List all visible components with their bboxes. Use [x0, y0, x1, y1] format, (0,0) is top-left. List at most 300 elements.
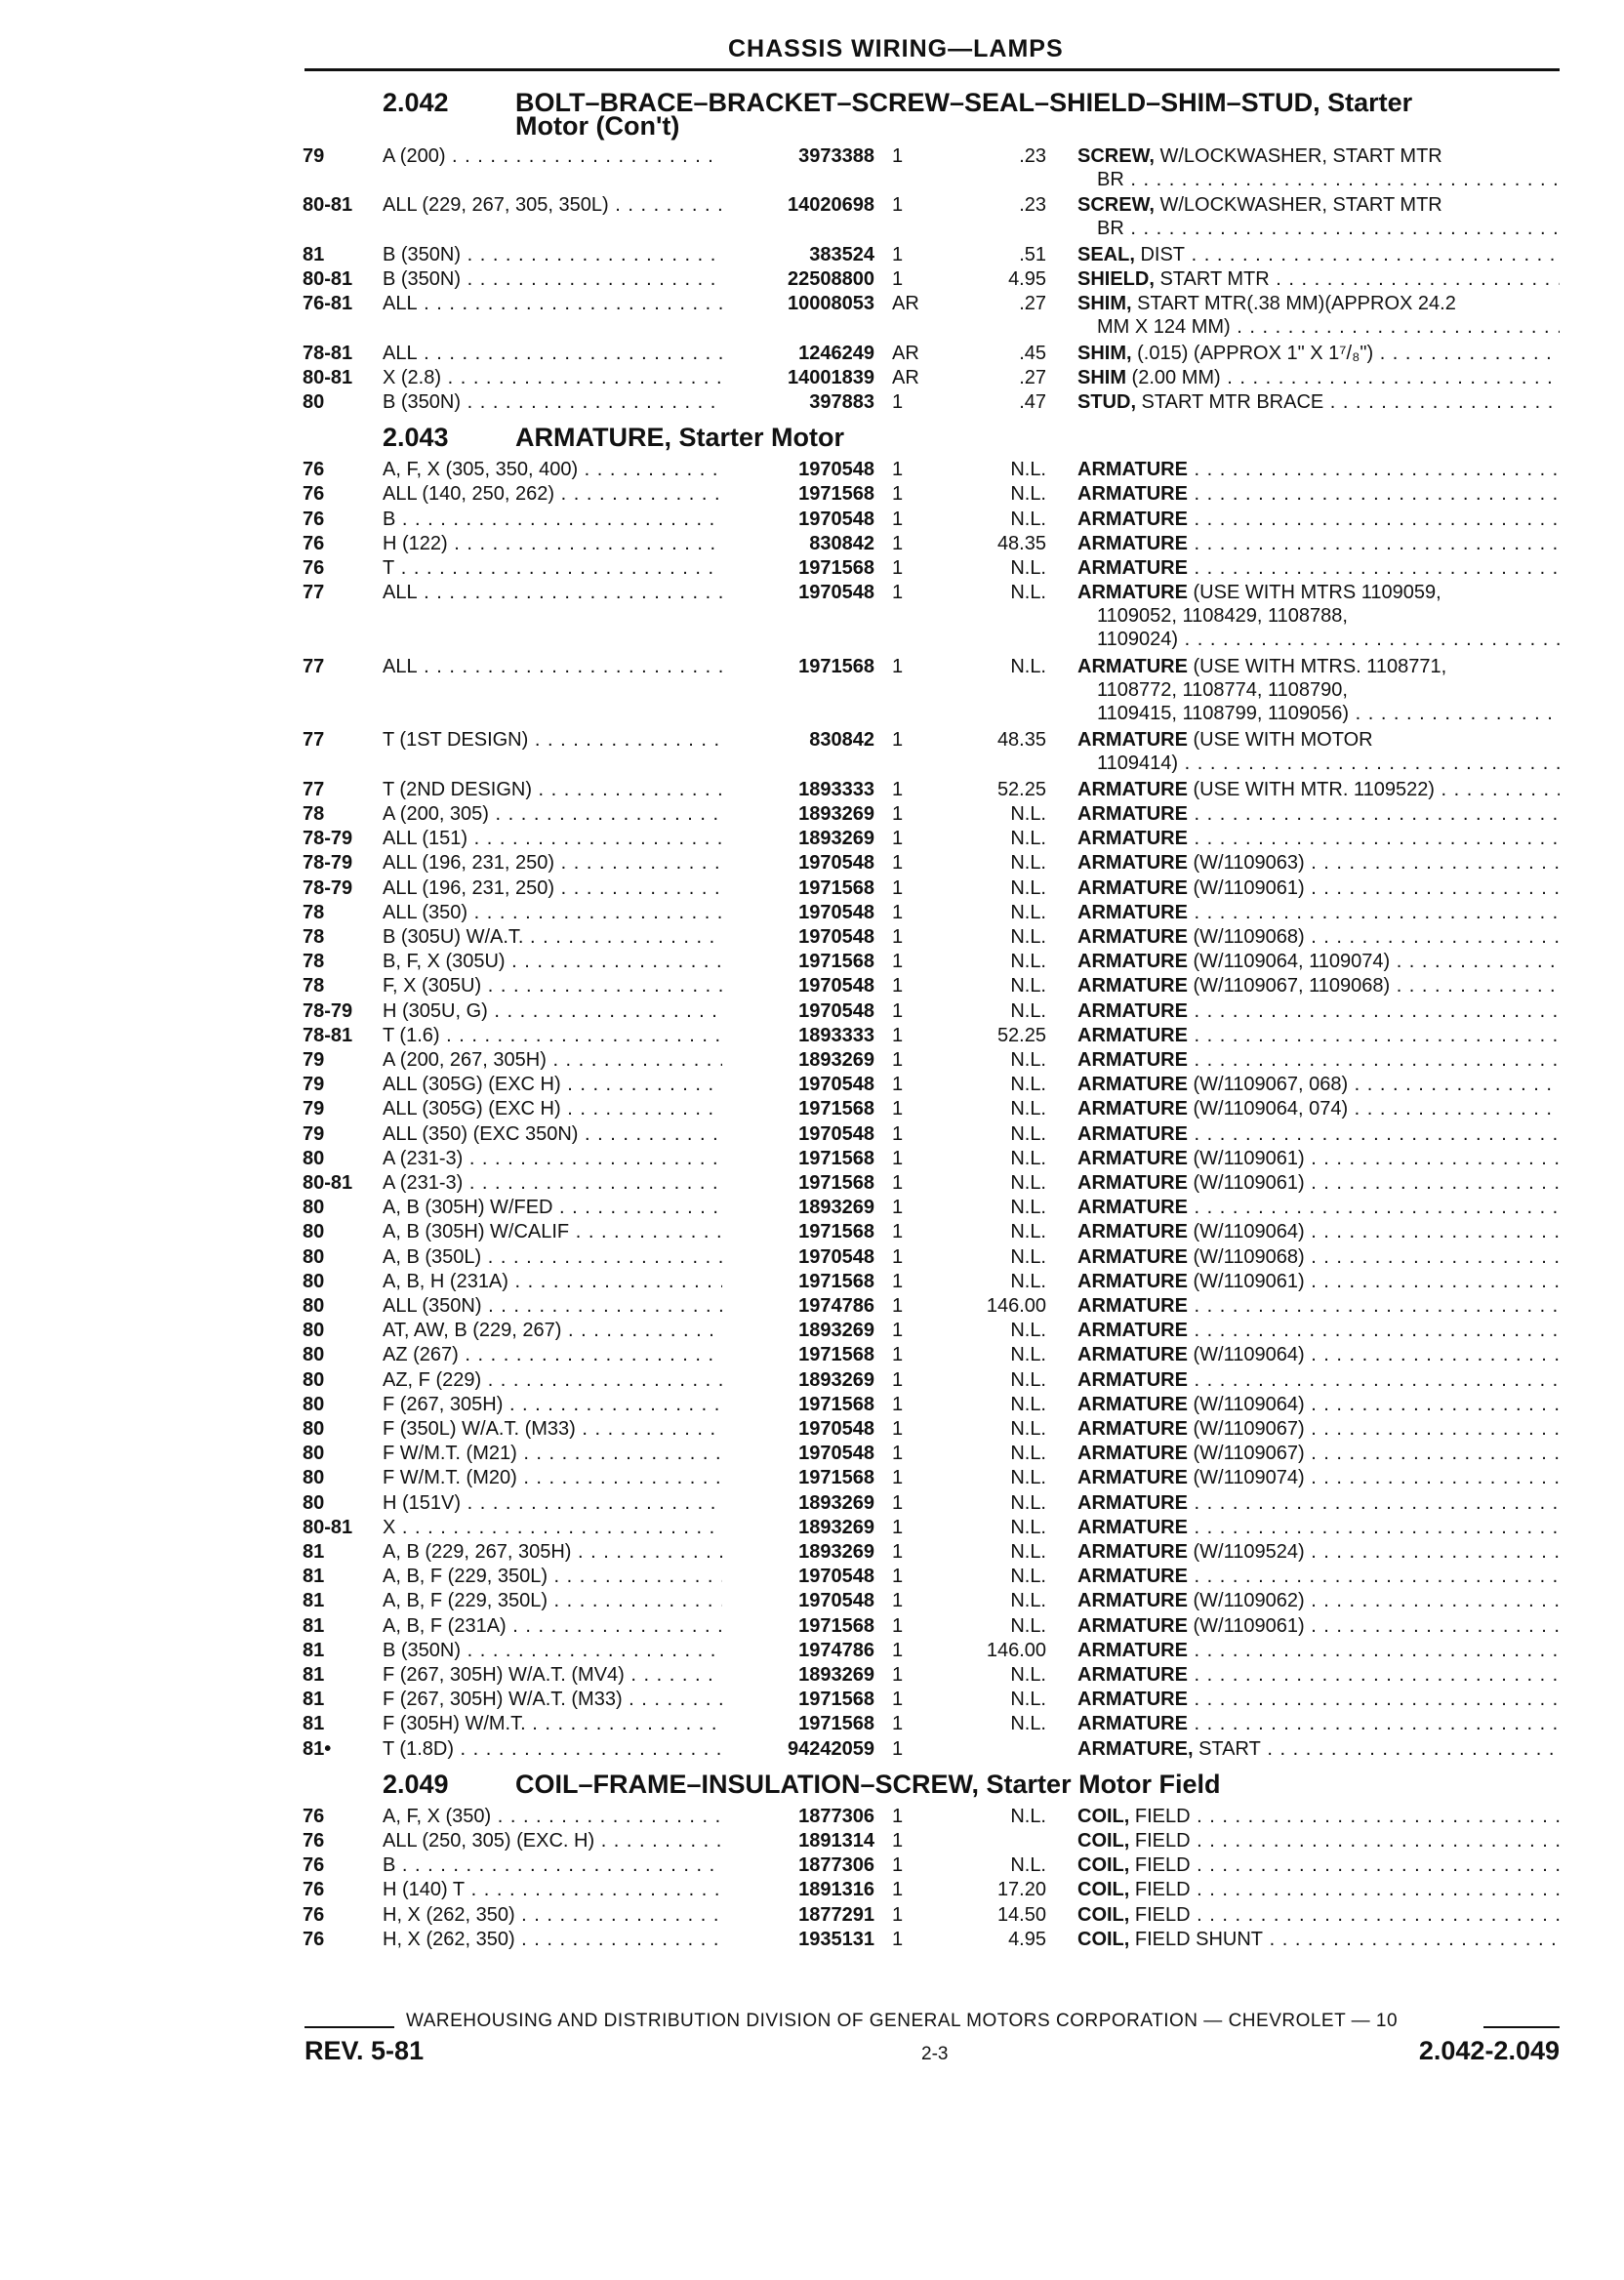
model-year: 80: [303, 1270, 325, 1292]
description: [1077, 1270, 1560, 1293]
description-keyword: ARMATURE: [1077, 852, 1188, 875]
price: 52.25: [996, 1024, 1046, 1046]
quantity: 1: [892, 828, 904, 850]
description-keyword: ARMATURE: [1077, 1664, 1188, 1686]
description-rest: (W/1109061): [1187, 1614, 1305, 1637]
description: [1077, 1073, 1560, 1096]
application: ALL (229, 267, 305, 350L) . . .: [383, 193, 734, 217]
model-year: 76: [303, 1903, 325, 1926]
application: T (1.8D) . . .: [383, 1737, 734, 1761]
price: N.L.: [1010, 1491, 1046, 1514]
description-line: [1077, 1829, 1560, 1852]
application: H (122) . . .: [383, 532, 734, 555]
model-year: 80: [303, 1245, 325, 1268]
part-number: 1893269: [722, 827, 874, 850]
description: [1077, 1417, 1560, 1441]
part-number: 1971568: [722, 482, 874, 506]
application: F W/M.T. (M20) . . .: [383, 1466, 734, 1489]
description-line: [1077, 999, 1560, 1023]
part-number: 830842: [722, 728, 874, 752]
quantity: 1: [892, 901, 904, 923]
description-line: [1077, 1368, 1560, 1392]
quantity: 1: [892, 1805, 904, 1827]
price: N.L.: [1010, 1270, 1046, 1292]
quantity: 1: [892, 483, 904, 506]
description-line: [1077, 508, 1560, 531]
part-number: 383524: [722, 243, 874, 266]
part-number: 1893333: [722, 1024, 874, 1047]
part-number: 1970548: [722, 1245, 874, 1269]
footer-rule-right: [1483, 2026, 1560, 2028]
price: N.L.: [1010, 1049, 1046, 1071]
quantity: 1: [892, 729, 904, 752]
part-number: 1970548: [722, 508, 874, 531]
quantity: 1: [892, 391, 904, 413]
description-line: [1077, 827, 1560, 850]
quantity: 1: [892, 1197, 904, 1219]
model-year: 80: [303, 391, 325, 413]
application: B (350N) . . .: [383, 390, 734, 414]
description-keyword: COIL,: [1077, 1830, 1130, 1852]
application: B . . .: [383, 508, 734, 531]
price: N.L.: [1010, 1566, 1046, 1588]
application: ALL . . .: [383, 581, 734, 604]
model-year: 77: [303, 582, 325, 604]
description: [1077, 1122, 1560, 1146]
description-line: [1077, 1589, 1560, 1612]
description-keyword: ARMATURE: [1077, 1147, 1188, 1169]
part-number: 1970548: [722, 581, 874, 604]
quantity: 1: [892, 1639, 904, 1661]
description-keyword: ARMATURE: [1077, 1197, 1188, 1219]
description-rest: (W/1109524): [1187, 1541, 1305, 1563]
quantity: 1: [892, 778, 904, 800]
model-year: 80: [303, 1467, 325, 1489]
quantity: 1: [892, 1147, 904, 1169]
description-keyword: ARMATURE,: [1077, 1737, 1194, 1760]
application: F (350L) W/A.T. (M33) . . .: [383, 1417, 734, 1441]
description-line: 1109414) . . .: [1077, 752, 1560, 775]
price: N.L.: [1010, 1245, 1046, 1268]
description-line: [1077, 1853, 1560, 1877]
description-keyword: ARMATURE: [1077, 1566, 1188, 1588]
description-keyword: ARMATURE: [1077, 582, 1188, 604]
quantity: 1: [892, 194, 904, 217]
quantity: 1: [892, 508, 904, 530]
description-keyword: ARMATURE: [1077, 729, 1188, 752]
model-year: 76: [303, 459, 325, 481]
quantity: 1: [892, 1879, 904, 1901]
description-rest: DIST: [1134, 243, 1186, 265]
price: .27: [1019, 293, 1046, 315]
application: A, F, X (350) . . .: [383, 1805, 734, 1828]
application: F (267, 305H) W/A.T. (MV4) . . .: [383, 1663, 734, 1687]
model-year: 76: [303, 532, 325, 554]
quantity: 1: [892, 1566, 904, 1588]
model-year: 76: [303, 483, 325, 506]
part-number: 1891314: [722, 1829, 874, 1852]
model-year: 80: [303, 1320, 325, 1342]
model-year: 78: [303, 975, 325, 998]
description-rest: START: [1193, 1737, 1261, 1760]
model-year: 78-79: [303, 852, 353, 875]
description-line: [1077, 1147, 1560, 1170]
description-line: [1077, 1688, 1560, 1711]
description-line: [1077, 851, 1560, 875]
description-keyword: ARMATURE: [1077, 508, 1188, 530]
quantity: 1: [892, 1713, 904, 1735]
quantity: 1: [892, 1344, 904, 1366]
description-keyword: ARMATURE: [1077, 532, 1188, 554]
description-keyword: SHIELD,: [1077, 268, 1155, 290]
price: 146.00: [986, 1295, 1046, 1317]
quantity: 1: [892, 1320, 904, 1342]
description-rest: (W/1109067): [1187, 1418, 1305, 1440]
model-year: 76: [303, 1805, 325, 1827]
model-year: 79: [303, 1122, 325, 1145]
description-keyword: COIL,: [1077, 1805, 1130, 1827]
model-year: 81: [303, 1713, 325, 1735]
model-year: 76: [303, 1928, 325, 1950]
part-number: 1970548: [722, 1073, 874, 1096]
quantity: 1: [892, 1368, 904, 1391]
quantity: 1: [892, 655, 904, 677]
description-line: [1077, 1196, 1560, 1219]
description-keyword: ARMATURE: [1077, 1049, 1188, 1071]
model-year: 80: [303, 1393, 325, 1415]
part-number: 1971568: [722, 1171, 874, 1195]
model-year: 77: [303, 655, 325, 677]
description-keyword: SCREW,: [1077, 145, 1155, 167]
description: [1077, 556, 1560, 580]
part-number: 1893269: [722, 1491, 874, 1515]
part-number: 1893333: [722, 778, 874, 801]
description-keyword: ARMATURE: [1077, 1122, 1188, 1145]
model-year: 80: [303, 1443, 325, 1465]
description-keyword: STUD,: [1077, 391, 1136, 413]
part-number: 1970548: [722, 1442, 874, 1465]
description-line: [1077, 901, 1560, 924]
description-line: [1077, 482, 1560, 506]
price: N.L.: [1010, 1443, 1046, 1465]
description: [1077, 728, 1560, 775]
application: B (350N) . . .: [383, 267, 734, 291]
quantity: 1: [892, 926, 904, 948]
application: B (350N) . . .: [383, 1639, 734, 1662]
application: A, B (229, 267, 305H) . . .: [383, 1540, 734, 1564]
model-year: 78: [303, 803, 325, 825]
model-year: 80-81: [303, 268, 353, 290]
description: [1077, 1589, 1560, 1612]
description-line: [1077, 243, 1560, 266]
description-line: [1077, 876, 1560, 900]
model-year: 81: [303, 243, 325, 265]
model-year: 76: [303, 557, 325, 579]
application: H (305U, G) . . .: [383, 999, 734, 1023]
description-line: [1077, 1516, 1560, 1539]
description: [1077, 390, 1560, 414]
description-line: [1077, 366, 1560, 389]
price: N.L.: [1010, 999, 1046, 1022]
price: 48.35: [996, 729, 1046, 752]
description-keyword: ARMATURE: [1077, 803, 1188, 825]
application: A, F, X (305, 350, 400) . . .: [383, 458, 734, 481]
quantity: 1: [892, 1270, 904, 1292]
application: A (231-3) . . .: [383, 1147, 734, 1170]
model-year: 80-81: [303, 1516, 353, 1538]
part-number: 1891316: [722, 1878, 874, 1901]
quantity: 1: [892, 999, 904, 1022]
model-year: 78: [303, 901, 325, 923]
description-keyword: ARMATURE: [1077, 828, 1188, 850]
description-rest: (W/1109063): [1187, 852, 1305, 875]
part-number: 1893269: [722, 1048, 874, 1072]
description-rest: FIELD SHUNT: [1129, 1928, 1264, 1950]
description: [1077, 1829, 1560, 1852]
description-keyword: ARMATURE: [1077, 655, 1188, 677]
price: N.L.: [1010, 1664, 1046, 1686]
price: N.L.: [1010, 1467, 1046, 1489]
description: [1077, 1903, 1560, 1927]
description-rest: (W/1109061): [1187, 1147, 1305, 1169]
model-year: 80: [303, 1295, 325, 1317]
description-keyword: ARMATURE: [1077, 1221, 1188, 1243]
application: F, X (305U) . . .: [383, 974, 734, 998]
part-number: 1893269: [722, 1663, 874, 1687]
part-number: 1970548: [722, 1565, 874, 1588]
part-number: 1893269: [722, 1319, 874, 1342]
application: A (231-3) . . .: [383, 1171, 734, 1195]
description-keyword: ARMATURE: [1077, 1024, 1188, 1046]
model-year: 80: [303, 1344, 325, 1366]
quantity: 1: [892, 582, 904, 604]
description-line: [1077, 1614, 1560, 1638]
application: H, X (262, 350) . . .: [383, 1903, 734, 1927]
application: ALL (196, 231, 250) . . .: [383, 851, 734, 875]
model-year: 76: [303, 508, 325, 530]
quantity: 1: [892, 1049, 904, 1071]
description-line: [1077, 1073, 1560, 1096]
price: .27: [1019, 366, 1046, 388]
part-number: 1971568: [722, 1097, 874, 1120]
part-number: 3973388: [722, 144, 874, 168]
model-year: 78-79: [303, 876, 353, 899]
part-number: 94242059: [722, 1737, 874, 1761]
section-title-text: BOLT–BRACE–BRACKET–SCREW–SEAL–SHIELD–SHIM–STUD,: [515, 88, 1320, 117]
description: [1077, 267, 1560, 291]
quantity: 1: [892, 1074, 904, 1096]
description: [1077, 581, 1560, 651]
description-line: [1077, 1393, 1560, 1416]
section-title-text: ARMATURE, Starter Motor: [515, 423, 844, 453]
part-number: 1971568: [722, 1393, 874, 1416]
description-keyword: ARMATURE: [1077, 951, 1188, 973]
application: X (2.8) . . .: [383, 366, 734, 389]
footer-page-number: 2-3: [921, 2044, 949, 2064]
description-keyword: ARMATURE: [1077, 1443, 1188, 1465]
price: N.L.: [1010, 1147, 1046, 1169]
quantity: 1: [892, 1516, 904, 1538]
description: [1077, 1663, 1560, 1687]
page-header-title: CHASSIS WIRING—LAMPS: [728, 35, 1064, 62]
part-number: 1970548: [722, 1417, 874, 1441]
description: [1077, 458, 1560, 481]
model-year: 79: [303, 1049, 325, 1071]
description-rest: (W/1109064): [1187, 1221, 1305, 1243]
quantity: 1: [892, 268, 904, 290]
description-line: [1077, 458, 1560, 481]
section-title-text: COIL–FRAME–INSULATION–SCREW, Starter Motor Field: [515, 1769, 1221, 1799]
description: [1077, 1245, 1560, 1269]
description-rest: (2.00 MM): [1126, 366, 1221, 388]
description-line: BR . . .: [1077, 217, 1560, 240]
description: [1077, 1928, 1560, 1951]
description-keyword: ARMATURE: [1077, 1368, 1188, 1391]
part-number: 1970548: [722, 925, 874, 949]
description-line: [1077, 193, 1560, 217]
price: N.L.: [1010, 852, 1046, 875]
model-year: 78: [303, 951, 325, 973]
quantity: 1: [892, 1854, 904, 1877]
description-keyword: ARMATURE: [1077, 1467, 1188, 1489]
description: [1077, 974, 1560, 998]
application: F W/M.T. (M21) . . .: [383, 1442, 734, 1465]
quantity: AR: [892, 342, 919, 364]
part-number: 1971568: [722, 950, 874, 973]
part-number: 1970548: [722, 901, 874, 924]
application: B (350N) . . .: [383, 243, 734, 266]
model-year: 80-81: [303, 1172, 353, 1194]
quantity: 1: [892, 1614, 904, 1637]
description: [1077, 532, 1560, 555]
quantity: 1: [892, 1122, 904, 1145]
description-rest: FIELD: [1129, 1903, 1191, 1926]
description: [1077, 802, 1560, 826]
application: A, B (305H) W/FED . . .: [383, 1196, 734, 1219]
quantity: 1: [892, 852, 904, 875]
description-keyword: SHIM: [1077, 366, 1126, 388]
model-year: 77: [303, 778, 325, 800]
description-keyword: COIL,: [1077, 1854, 1130, 1877]
description-keyword: ARMATURE: [1077, 1418, 1188, 1440]
quantity: 1: [892, 1295, 904, 1317]
description: [1077, 1393, 1560, 1416]
description-rest: (W/1109061): [1187, 1270, 1305, 1292]
application: H (151V) . . .: [383, 1491, 734, 1515]
description: [1077, 366, 1560, 389]
description-rest: (W/1109074): [1187, 1467, 1305, 1489]
price: N.L.: [1010, 582, 1046, 604]
price: N.L.: [1010, 1854, 1046, 1877]
model-year: 78-79: [303, 828, 353, 850]
footer-revision: REV. 5-81: [304, 2036, 425, 2065]
price: N.L.: [1010, 1221, 1046, 1243]
description: [1077, 827, 1560, 850]
part-number: 830842: [722, 532, 874, 555]
application: ALL . . .: [383, 342, 734, 365]
description: [1077, 1540, 1560, 1564]
section-title: [515, 423, 844, 453]
model-year: 80: [303, 1147, 325, 1169]
model-year: 81: [303, 1689, 325, 1711]
quantity: 1: [892, 532, 904, 554]
price: N.L.: [1010, 1172, 1046, 1194]
price: N.L.: [1010, 1516, 1046, 1538]
part-number: 1971568: [722, 1688, 874, 1711]
model-year: 80: [303, 1418, 325, 1440]
description-rest: (W/1109061): [1187, 876, 1305, 899]
model-year: 79: [303, 1074, 325, 1096]
quantity: 1: [892, 1590, 904, 1612]
description-rest: START MTR(.38 MM)(APPROX 24.2: [1131, 293, 1456, 315]
price: N.L.: [1010, 1418, 1046, 1440]
price: .45: [1019, 342, 1046, 364]
application: ALL (196, 231, 250) . . .: [383, 876, 734, 900]
model-year: 79: [303, 1098, 325, 1120]
model-year: 81: [303, 1614, 325, 1637]
description: [1077, 1294, 1560, 1318]
quantity: 1: [892, 1491, 904, 1514]
description-line: [1077, 974, 1560, 998]
description: [1077, 193, 1560, 240]
part-number: 1971568: [722, 556, 874, 580]
application: A, B, F (229, 350L) . . .: [383, 1565, 734, 1588]
description-keyword: ARMATURE: [1077, 557, 1188, 579]
price: N.L.: [1010, 876, 1046, 899]
price: N.L.: [1010, 459, 1046, 481]
quantity: 1: [892, 1541, 904, 1563]
description-keyword: ARMATURE: [1077, 1344, 1188, 1366]
description-rest: (W/1109067): [1187, 1443, 1305, 1465]
price: N.L.: [1010, 1614, 1046, 1637]
quantity: 1: [892, 1664, 904, 1686]
application: ALL (350) (EXC 350N) . . .: [383, 1122, 734, 1146]
quantity: 1: [892, 1172, 904, 1194]
description-line: [1077, 1245, 1560, 1269]
description-rest: (USE WITH MTRS 1109059,: [1187, 582, 1441, 604]
part-number: 1893269: [722, 1540, 874, 1564]
price: 146.00: [986, 1639, 1046, 1661]
price: N.L.: [1010, 1098, 1046, 1120]
price: 17.20: [996, 1879, 1046, 1901]
application: ALL . . .: [383, 292, 734, 315]
price: N.L.: [1010, 1122, 1046, 1145]
description-line: [1077, 556, 1560, 580]
model-year: 78-81: [303, 1024, 353, 1046]
application: A, B (305H) W/CALIF . . .: [383, 1220, 734, 1243]
description: [1077, 144, 1560, 191]
description: [1077, 1196, 1560, 1219]
quantity: 1: [892, 1737, 904, 1760]
section-continuation: Motor (Con't): [515, 111, 680, 141]
description-line: [1077, 1319, 1560, 1342]
description-keyword: SCREW,: [1077, 194, 1155, 217]
description-line: [1077, 1565, 1560, 1588]
quantity: 1: [892, 1245, 904, 1268]
description: [1077, 655, 1560, 725]
section-number: 2.043: [383, 423, 449, 453]
price: N.L.: [1010, 1074, 1046, 1096]
application: A (200, 267, 305H) . . .: [383, 1048, 734, 1072]
description-rest: (W/1109067, 068): [1187, 1074, 1349, 1096]
quantity: 1: [892, 459, 904, 481]
description-line: [1077, 144, 1560, 168]
description-rest: FIELD: [1129, 1879, 1191, 1901]
section-title: [515, 1770, 1221, 1800]
description-rest: START MTR BRACE: [1136, 391, 1324, 413]
model-year: 81: [303, 1590, 325, 1612]
description-keyword: ARMATURE: [1077, 1172, 1188, 1194]
